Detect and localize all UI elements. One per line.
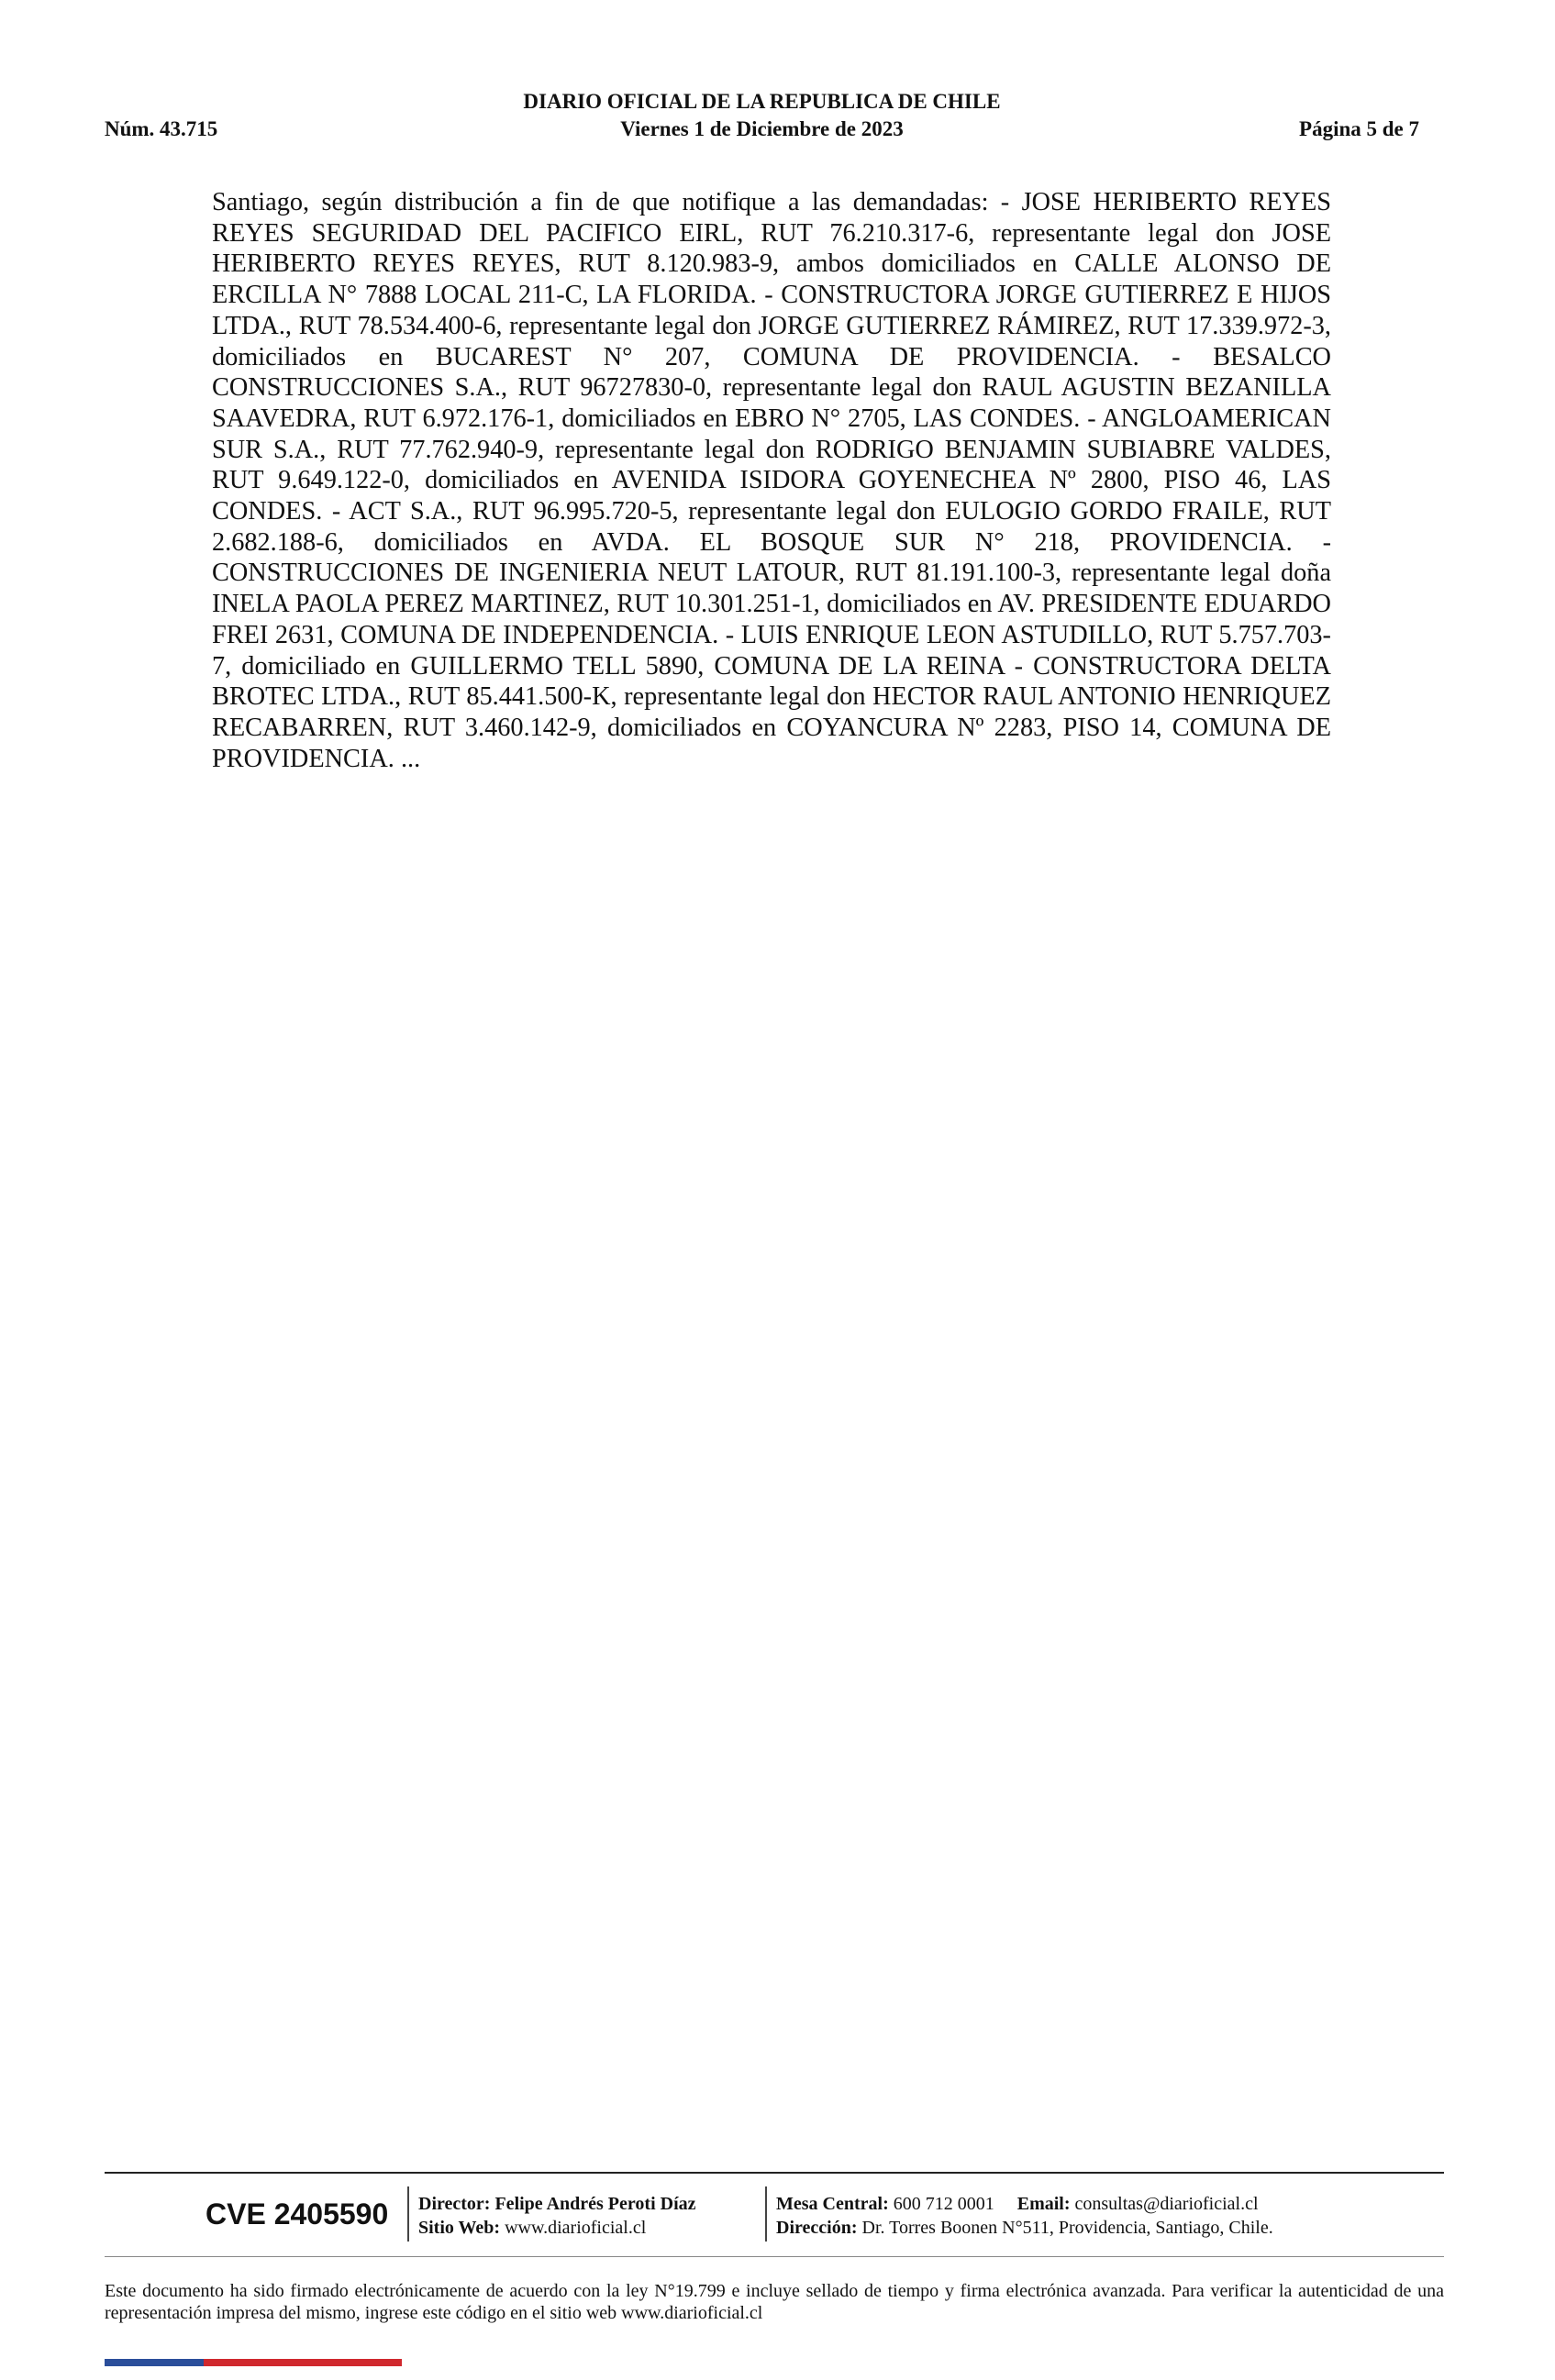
footer-separator (407, 2186, 409, 2242)
director-label: Director: (418, 2194, 491, 2214)
footer-divider (105, 2172, 1444, 2174)
mesa-phone: 600 712 0001 (893, 2194, 994, 2214)
footer-info-row (105, 2186, 1444, 2242)
email-label: Email: (1016, 2194, 1071, 2214)
mesa-label: Mesa Central: (776, 2194, 889, 2214)
footer-divider (105, 2256, 1444, 2257)
web-link[interactable]: www.diarioficial.cl (505, 2218, 647, 2238)
flag-red-segment (204, 2359, 402, 2366)
page-header (105, 90, 1419, 145)
email-link[interactable]: consultas@diarioficial.cl (1074, 2194, 1259, 2214)
director-name: Felipe Andrés Peroti Díaz (494, 2194, 696, 2214)
issue-number: Núm. 43.715 (105, 117, 218, 140)
page-indicator: Página 5 de 7 (1299, 117, 1419, 140)
direccion-label: Dirección: (776, 2218, 858, 2238)
cve-code: CVE 2405590 (205, 2197, 389, 2231)
document-body (212, 187, 1331, 774)
web-label: Sitio Web: (418, 2218, 501, 2238)
footer-separator (765, 2186, 767, 2242)
flag-blue-segment (105, 2359, 204, 2366)
signature-note: Este documento ha sido firmado electrónicamente de acuerdo con la ley N°19.799 e incluye sellado de tiempo y firma electrónica avanzada. Para verificar la autenticidad de una representación impresa del mismo, ingrese este código en el sitio web www.diarioficial.cl (105, 2281, 1444, 2323)
footer-contact-block (776, 2192, 1273, 2240)
issue-date: Viernes 1 de Diciembre de 2023 (620, 117, 904, 140)
body-paragraph: Santiago, según distribución a fin de que notifique a las demandadas: - JOSE HERIBERTO REYES REYES SEGURIDAD DEL PACIFICO EIRL, RUT 76.210.317-6, representante legal don JOSE HERIBERTO REYES REYES, RUT 8.120.983-9, ambos domiciliados en CALLE ALONSO DE ERCILLA N° 7888 LOCAL 211-C, LA FLORIDA. - CONSTRUCTORA JORGE GUTIERREZ E HIJOS LTDA., RUT 78.534.400-6, representante legal don JORGE GUTIERREZ RÁMIREZ, RUT 17.339.972-3, domiciliados en BUCAREST N° 207, COMUNA DE PROVIDENCIA. - BESALCO CONSTRUCCIONES S.A., RUT 96727830-0, representante legal don RAUL AGUSTIN BEZANILLA SAAVEDRA, RUT 6.972.176-1, domiciliados en EBRO N° 2705, LAS CONDES. - ANGLOAMERICAN SUR S.A., RUT 77.762.940-9, representante legal don RODRIGO BENJAMIN SUBIABRE VALDES, RUT 9.649.122-0, domiciliados en AVENIDA ISIDORA GOYENECHEA Nº 2800, PISO 46, LAS CONDES. - ACT S.A., RUT 96.995.720-5, representante legal don EULOGIO GORDO FRAILE, RUT 2.682.188-6, domiciliados en AVDA. EL BOSQUE SUR N° 218, PROVIDENCIA. - CONSTRUCCIONES DE INGENIERIA NEUT LATOUR, RUT 81.191.100-3, representante legal doña INELA PAOLA PEREZ MARTINEZ, RUT 10.301.251-1, domiciliados en AV. PRESIDENTE EDUARDO FREI 2631, COMUNA DE INDEPENDENCIA. - LUIS ENRIQUE LEON ASTUDILLO, RUT 5.757.703-7, domiciliado en GUILLERMO TELL 5890, COMUNA DE LA REINA - CONSTRUCTORA DELTA BROTEC LTDA., RUT 85.441.500-K, representante legal don HECTOR RAUL ANTONIO HENRIQUEZ RECABARREN, RUT 3.460.142-9, domiciliados en COYANCURA Nº 2283, PISO 14, COMUNA DE PROVIDENCIA. ... (212, 188, 1331, 773)
footer-director-block (418, 2192, 696, 2240)
flag-stripe (105, 2359, 402, 2366)
direccion-value: Dr. Torres Boonen N°511, Providencia, Santiago, Chile. (861, 2218, 1273, 2238)
newspaper-title: DIARIO OFICIAL DE LA REPUBLICA DE CHILE (523, 90, 1001, 113)
